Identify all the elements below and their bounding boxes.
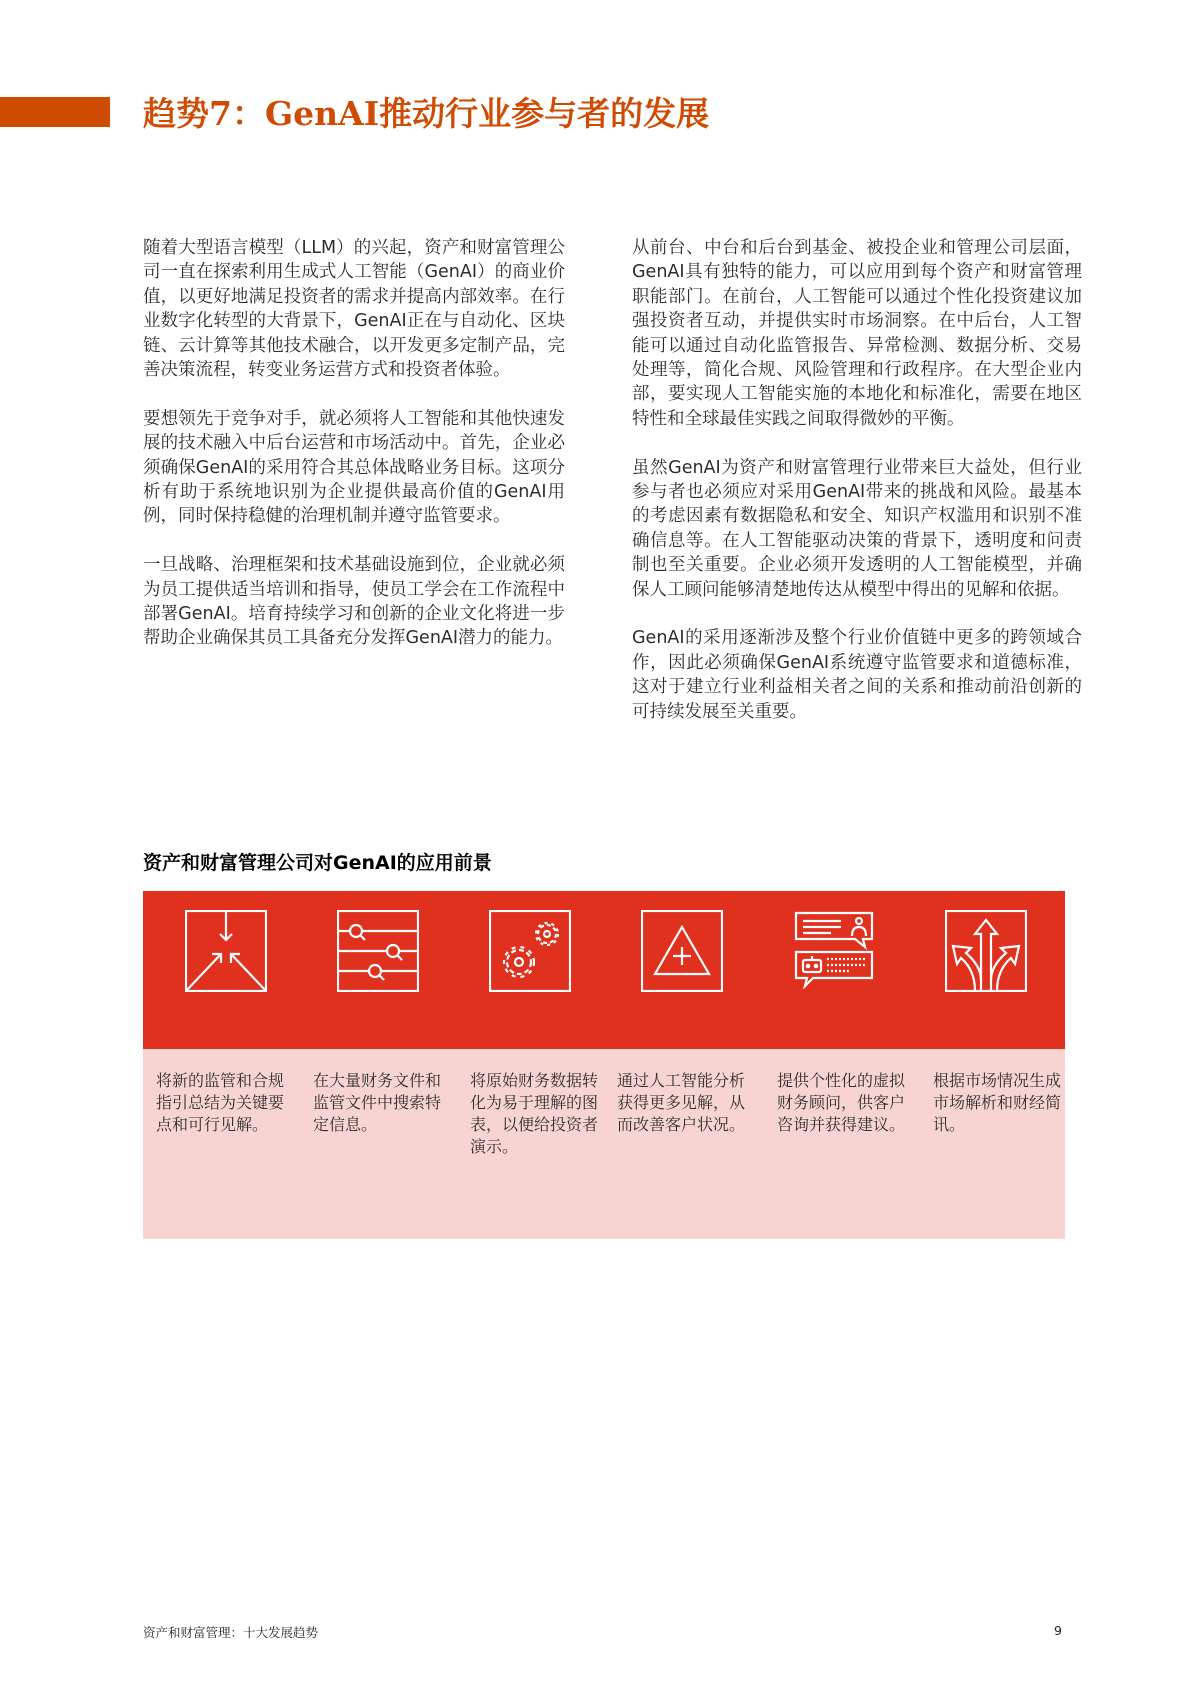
application-caption: 将新的监管和合规指引总结为关键要点和可行见解。 [156, 1071, 285, 1134]
application-caption: 将原始财务数据转化为易于理解的图表，以便给投资者演示。 [470, 1071, 599, 1156]
paragraph: 要想领先于竞争对手，就必须将人工智能和其他快速发展的技术融入中后台运营和市场活动中。首先，企业必须确保GenAI的采用符合其总体战略业务目标。这项分析有助于系统地识别为企业提供最高价值的GenAI用例，同时保持稳健的治理机制并遵守监管要求。 [143, 408, 565, 527]
paragraph: 一旦战略、治理框架和技术基础设施到位，企业就必须为员工提供适当培训和指导，使员工学会在工作流程中部署GenAI。培育持续学习和创新的企业文化将进一步帮助企业确保其员工具备充分发挥GenAI潜力的能力。 [143, 555, 565, 649]
application-caption: 根据市场情况生成市场解析和财经简讯。 [933, 1071, 1062, 1134]
title-accent-bar [0, 97, 110, 127]
paragraph: 从前台、中台和后台到基金、被投企业和管理公司层面，GenAI具有独特的能力，可以应用到每个资产和财富管理职能部门。在前台，人工智能可以通过个性化投资建议加强投资者互动，并提供实时市场洞察。在中后台，人工智能可以通过自动化监管报告、异常检测、数据分析、交易处理等，简化合规、风险管理和行政程序。在大型企业内部，要实现人工智能实施的本地化和标准化，需要在地区特性和全球最佳实践之间取得微妙的平衡。 [632, 238, 1082, 429]
right-column [632, 236, 1082, 748]
left-column [143, 236, 565, 675]
consolidate-arrows-icon [185, 910, 267, 992]
page-title: 趋势7：GenAI推动行业参与者的发展 [143, 94, 710, 133]
application-caption: 提供个性化的虚拟财务顾问，供客户咨询并获得建议。 [777, 1071, 906, 1134]
branching-arrows-icon [945, 910, 1027, 992]
application-caption: 在大量财务文件和监管文件中搜索特定信息。 [313, 1071, 442, 1134]
warning-plus-icon [641, 910, 723, 992]
page-number: 9 [1054, 1623, 1062, 1638]
gears-icon [489, 910, 571, 992]
paragraph: GenAI的采用逐渐涉及整个行业价值链中更多的跨领域合作，因此必须确保GenAI系统遵守监管要求和道德标准，这对于建立行业利益相关者之间的关系和推动前沿创新的可持续发展至关重要。 [632, 628, 1082, 722]
document-search-icon [337, 910, 419, 992]
section-heading: 资产和财富管理公司对GenAI的应用前景 [143, 852, 492, 874]
paragraph: 随着大型语言模型（LLM）的兴起，资产和财富管理公司一直在探索利用生成式人工智能（GenAI）的商业价值，以更好地满足投资者的需求并提高内部效率。在行业数字化转型的大背景下，GenAI正在与自动化、区块链、云计算等其他技术融合，以开发更多定制产品，完善决策流程，转变业务运营方式和投资者体验。 [143, 238, 565, 381]
paragraph: 虽然GenAI为资产和财富管理行业带来巨大益处，但行业参与者也必须应对采用GenAI带来的挑战和风险。最基本的考虑因素有数据隐私和安全、知识产权滥用和识别不准确信息等。在人工智能驱动决策的背景下，透明度和问责制也至关重要。企业必须开发透明的人工智能模型，并确保人工顾问能够清楚地传达从模型中得出的见解和依据。 [632, 457, 1082, 600]
application-caption: 通过人工智能分析获得更多见解，从而改善客户状况。 [617, 1071, 746, 1134]
chatbot-icon [793, 910, 875, 992]
icon-panel [143, 891, 1065, 1049]
footer-doc-title: 资产和财富管理：十大发展趋势 [143, 1625, 319, 1640]
